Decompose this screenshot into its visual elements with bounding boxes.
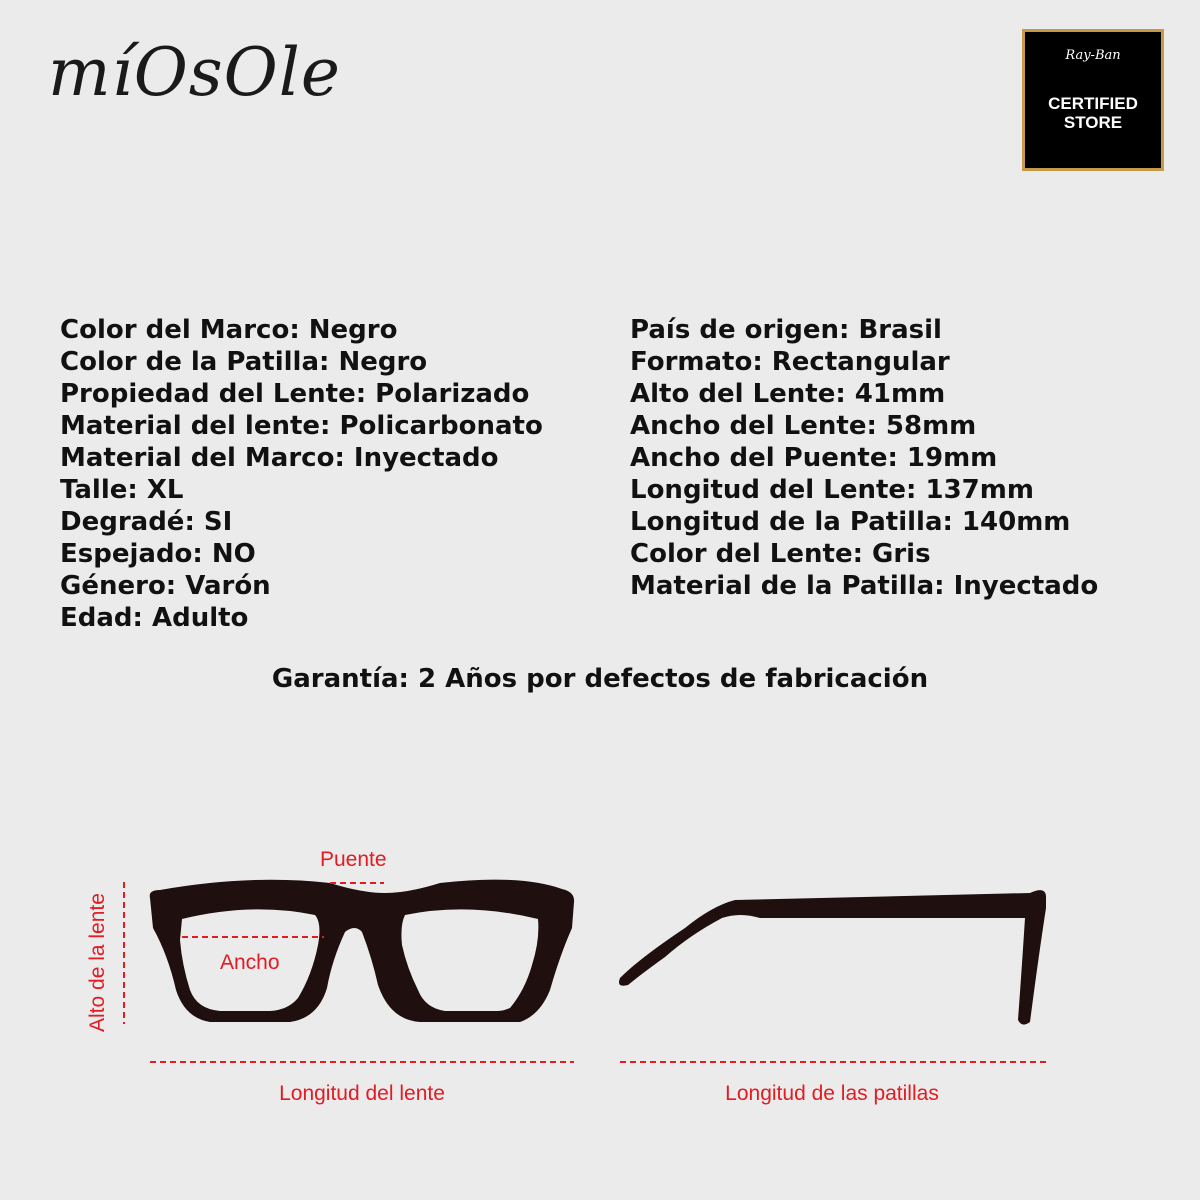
spec-temple-material: Material de la Patilla: Inyectado: [630, 571, 1099, 601]
spec-bridge-width: Ancho del Puente: 19mm: [630, 443, 998, 473]
glasses-temple-side-icon: [619, 890, 1046, 1024]
width-label: Ancho: [220, 951, 280, 974]
spec-country: País de origen: Brasil: [630, 315, 942, 345]
miosole-logo: míOsOle: [48, 34, 341, 111]
spec-lens-width: Ancho del Lente: 58mm: [630, 411, 977, 441]
spec-size: Talle: XL: [60, 475, 184, 505]
frame-length-label: Longitud del lente: [279, 1082, 445, 1105]
spec-temple-color: Color de la Patilla: Negro: [60, 347, 428, 377]
spec-gender: Género: Varón: [60, 571, 271, 601]
spec-lens-color: Color del Lente: Gris: [630, 539, 931, 569]
glasses-front-frame-icon: [150, 880, 574, 1022]
height-label: Alto de la lente: [86, 893, 109, 1032]
spec-gradient: Degradé: SI: [60, 507, 233, 537]
spec-lens-height: Alto del Lente: 41mm: [630, 379, 946, 409]
spec-mirrored: Espejado: NO: [60, 539, 256, 569]
badge-line2: STORE: [1063, 113, 1123, 132]
bridge-label: Puente: [320, 848, 387, 871]
spec-age: Edad: Adulto: [60, 603, 249, 633]
badge-brand: Ray-Ban: [1065, 48, 1121, 63]
spec-lens-length: Longitud del Lente: 137mm: [630, 475, 1034, 505]
spec-frame-color: Color del Marco: Negro: [60, 315, 398, 345]
badge-line1: CERTIFIED: [1048, 94, 1138, 113]
spec-shape: Formato: Rectangular: [630, 347, 950, 377]
spec-lens-property: Propiedad del Lente: Polarizado: [60, 379, 530, 409]
spec-lens-material: Material del lente: Policarbonato: [60, 411, 543, 441]
spec-temple-length: Longitud de la Patilla: 140mm: [630, 507, 1071, 537]
spec-frame-material: Material del Marco: Inyectado: [60, 443, 499, 473]
temple-length-label: Longitud de las patillas: [725, 1082, 939, 1105]
warranty-text: Garantía: 2 Años por defectos de fabricación: [271, 664, 929, 694]
